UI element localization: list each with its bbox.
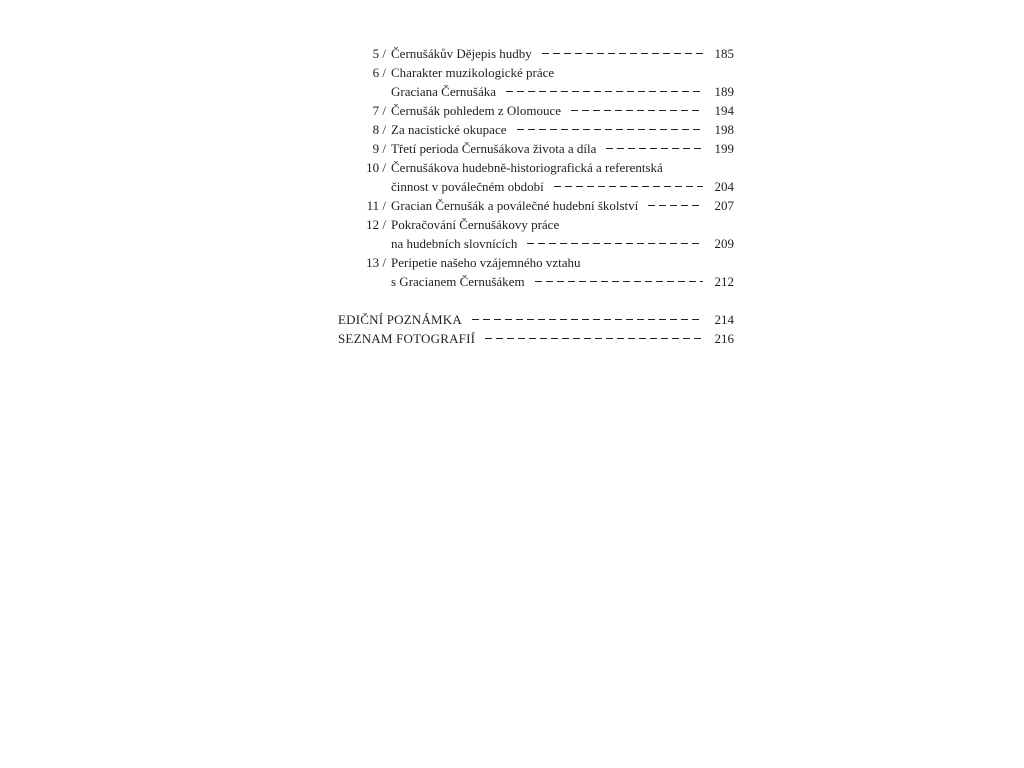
chapter-number: 5 /: [372, 46, 386, 61]
toc-entry-5: [336, 44, 734, 63]
toc-entry-6: [336, 63, 734, 101]
page-number: 194: [714, 103, 734, 118]
section-spacer: [336, 291, 734, 310]
toc-line: [336, 234, 734, 253]
dot-leader: [542, 53, 703, 54]
entry-text: [391, 253, 734, 272]
chapter-title: Černušákův Dějepis hudby: [391, 46, 532, 61]
page-number: 207: [714, 198, 734, 213]
chapter-title: Černušák pohledem z Olomouce: [391, 103, 562, 118]
entry-text: [338, 310, 734, 329]
toc-entry-10: [336, 158, 734, 196]
entry-text: [391, 215, 734, 234]
chapter-title: Pokračování Černušákovy práce: [391, 217, 560, 232]
entry-text: [338, 329, 734, 348]
appendix-title: SEZNAM FOTOGRAFIÍ: [338, 331, 476, 346]
toc-line: [336, 120, 734, 139]
dot-leader: [472, 319, 703, 320]
toc-line: [336, 310, 734, 329]
chapter-number: 8 /: [372, 122, 386, 137]
toc-line: [336, 196, 734, 215]
entry-text: [391, 234, 734, 253]
toc-line: [336, 158, 734, 177]
chapter-number: 11 /: [366, 198, 386, 213]
dot-leader: [527, 243, 703, 244]
page-number: 189: [714, 84, 734, 99]
toc-line: [336, 272, 734, 291]
toc-entry-12: [336, 215, 734, 253]
table-of-contents: [336, 44, 734, 348]
dot-leader: [517, 129, 704, 130]
chapter-number: 10 /: [366, 160, 386, 175]
toc-line: [336, 63, 734, 82]
chapter-number: 7 /: [372, 103, 386, 118]
toc-entry-9: [336, 139, 734, 158]
chapter-title: Charakter muzikologické práce: [391, 65, 555, 80]
dot-leader: [554, 186, 703, 187]
page-number: 198: [714, 122, 734, 137]
dot-leader: [648, 205, 703, 206]
page-number: 209: [714, 236, 734, 251]
dot-leader: [506, 91, 703, 92]
page-number: 214: [714, 312, 734, 327]
chapter-number: 6 /: [372, 65, 386, 80]
entry-text: [391, 177, 734, 196]
entry-text: [391, 196, 734, 215]
chapter-title-continued: Graciana Černušáka: [391, 84, 497, 99]
chapter-title: Černušákova hudebně-historiografická a referentská: [391, 160, 663, 175]
chapter-number: 9 /: [372, 141, 386, 156]
dot-leader: [571, 110, 703, 111]
toc-line: [336, 177, 734, 196]
toc-line: [336, 44, 734, 63]
entry-text: [391, 272, 734, 291]
entry-text: [391, 63, 734, 82]
entry-text: [391, 120, 734, 139]
toc-line: [336, 253, 734, 272]
page-number: 204: [714, 179, 734, 194]
chapter-title: Gracian Černušák a poválečné hudební školství: [391, 198, 639, 213]
chapter-number: 13 /: [366, 255, 386, 270]
chapter-title: Třetí perioda Černušákova života a díla: [391, 141, 597, 156]
dot-leader: [606, 148, 703, 149]
chapter-title-continued: činnost v poválečném období: [391, 179, 544, 194]
toc-entry-7: [336, 101, 734, 120]
chapter-title-continued: s Gracianem Černušákem: [391, 274, 525, 289]
page-number: 199: [714, 141, 734, 156]
entry-text: [391, 44, 734, 63]
toc-entry-edicni-poznamka: [336, 310, 734, 329]
entry-text: [391, 101, 734, 120]
dot-leader: [485, 338, 703, 339]
toc-entry-seznam-fotografii: [336, 329, 734, 348]
page-number: 216: [714, 331, 734, 346]
toc-line: [336, 82, 734, 101]
chapter-title: Peripetie našeho vzájemného vztahu: [391, 255, 581, 270]
entry-text: [391, 82, 734, 101]
chapter-title: Za nacistické okupace: [391, 122, 507, 137]
entry-text: [391, 139, 734, 158]
appendix-title: EDIČNÍ POZNÁMKA: [338, 312, 462, 327]
page-number: 212: [714, 274, 734, 289]
toc-line: [336, 215, 734, 234]
toc-entry-11: [336, 196, 734, 215]
chapter-number: 12 /: [366, 217, 386, 232]
toc-line: [336, 139, 734, 158]
toc-line: [336, 101, 734, 120]
toc-entry-13: [336, 253, 734, 291]
toc-entry-8: [336, 120, 734, 139]
entry-text: [391, 158, 734, 177]
page-number: 185: [714, 46, 734, 61]
chapter-title-continued: na hudebních slovnících: [391, 236, 518, 251]
toc-line: [336, 329, 734, 348]
dot-leader: [535, 281, 703, 282]
